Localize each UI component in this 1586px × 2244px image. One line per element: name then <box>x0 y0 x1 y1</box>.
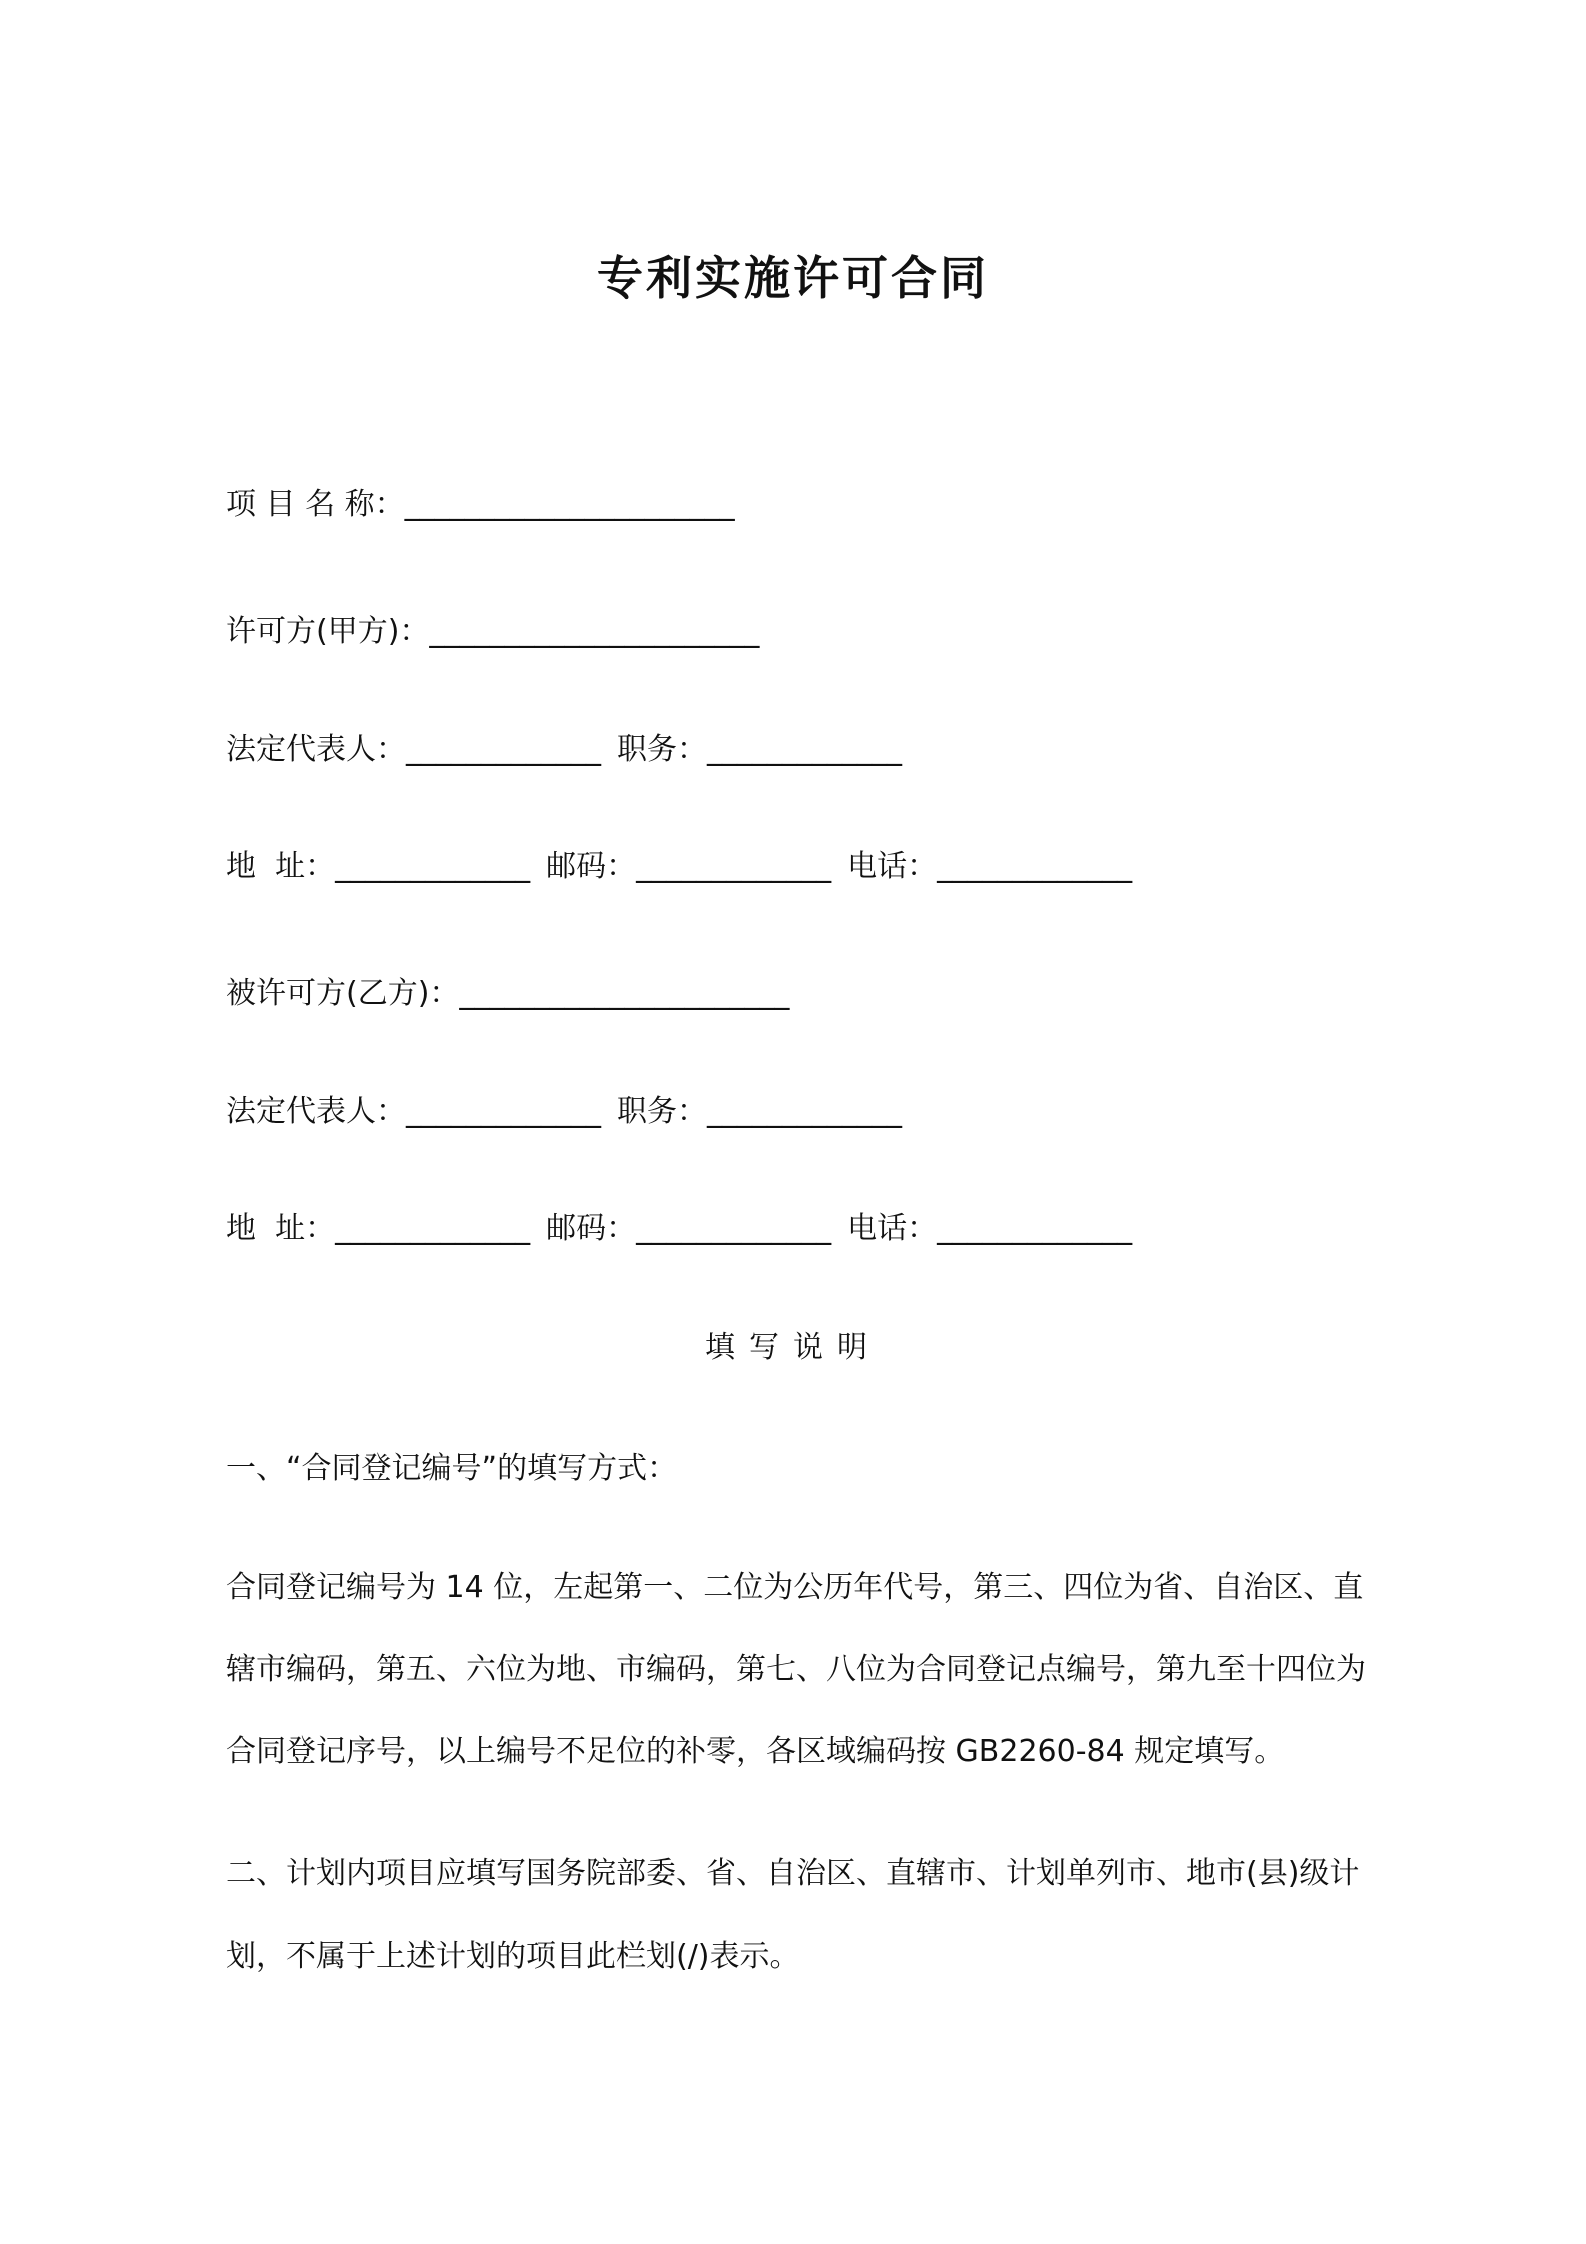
licensor-rep-blank[interactable]: _____________ <box>406 732 601 767</box>
licensee-zip-blank[interactable]: _____________ <box>636 1211 832 1246</box>
licensee-phone-blank[interactable]: _____________ <box>937 1211 1133 1246</box>
licensee-title-blank[interactable]: _____________ <box>707 1094 902 1129</box>
instruction-item1-line: 合同登记序号，以上编号不足位的补零，各区域编码按 GB2260-84 规定填写。 <box>226 1734 1285 1769</box>
licensor-addr-label: 地 址： <box>226 849 336 884</box>
instruction-item1-line: 合同登记编号为 14 位，左起第一、二位为公历年代号，第三、四位为省、自治区、直 <box>226 1570 1364 1605</box>
licensor-zip-label: 邮码： <box>546 849 637 884</box>
instruction-item2-line: 二、计划内项目应填写国务院部委、省、自治区、直辖市、计划单列市、地市(县)级计 <box>226 1856 1360 1891</box>
instruction-item1-heading: 一、“合同登记编号”的填写方式： <box>226 1451 678 1486</box>
licensee-rep-label: 法定代表人： <box>226 1094 406 1129</box>
licensee-addr-label: 地 址： <box>226 1211 336 1246</box>
licensee-row <box>226 969 789 1019</box>
licensee-address-row <box>226 1204 1132 1254</box>
instruction-item2-line: 划，不属于上述计划的项目此栏划(/)表示。 <box>226 1939 800 1974</box>
licensor-title-label: 职务： <box>617 732 707 767</box>
project-name-blank[interactable]: ______________________ <box>404 487 735 522</box>
licensor-zip-blank[interactable]: _____________ <box>636 849 832 884</box>
instruction-item1-line: 辖市编码，第五、六位为地、市编码，第七、八位为合同登记点编号，第九至十四位为 <box>226 1652 1366 1687</box>
licensee-label: 被许可方(乙方)： <box>226 976 460 1011</box>
licensee-blank[interactable]: ______________________ <box>459 976 790 1011</box>
licensor-row <box>226 607 759 657</box>
licensor-blank[interactable]: ______________________ <box>429 614 760 649</box>
instructions-heading: 填写说明 <box>705 1330 881 1365</box>
project-name-label: 项 目 名 称： <box>226 487 405 522</box>
licensor-label: 许可方(甲方)： <box>226 614 430 649</box>
licensee-rep-blank[interactable]: _____________ <box>406 1094 601 1129</box>
licensor-rep-label: 法定代表人： <box>226 732 406 767</box>
licensor-phone-label: 电话： <box>847 849 938 884</box>
licensee-phone-label: 电话： <box>847 1211 938 1246</box>
licensee-zip-label: 邮码： <box>546 1211 637 1246</box>
licensor-address-row <box>226 842 1132 892</box>
licensee-rep-row <box>226 1087 902 1137</box>
licensor-title-blank[interactable]: _____________ <box>707 732 902 767</box>
page-title: 专利实施许可合同 <box>597 251 989 305</box>
licensee-title-label: 职务： <box>617 1094 707 1129</box>
licensee-addr-blank[interactable]: _____________ <box>335 1211 531 1246</box>
project-name-row <box>226 480 735 530</box>
licensor-rep-row <box>226 725 902 775</box>
licensor-addr-blank[interactable]: _____________ <box>335 849 531 884</box>
licensor-phone-blank[interactable]: _____________ <box>937 849 1133 884</box>
